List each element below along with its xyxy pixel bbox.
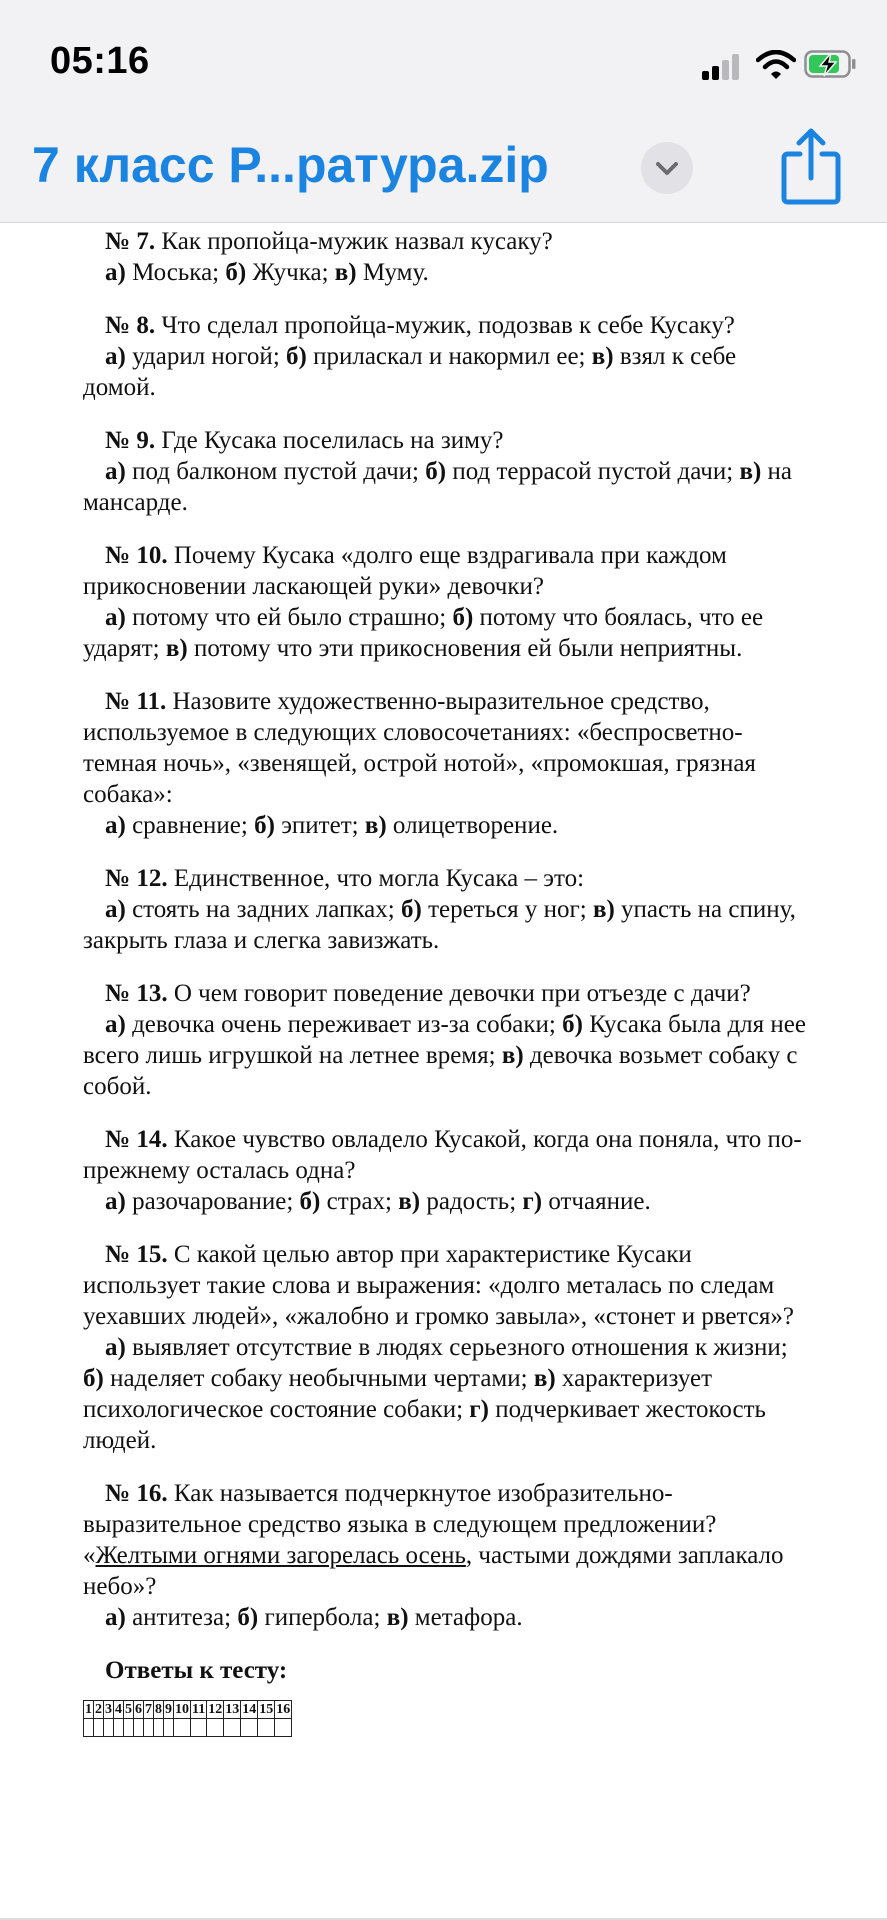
answer-column-label: 15: [259, 1702, 274, 1717]
question-text: Какое чувство овладело Кусакой, когда она поняла, что по-прежнему осталась одна?: [83, 1126, 802, 1184]
question-text: Где Кусака поселилась на зиму?: [155, 427, 504, 454]
option-text: гипербола;: [258, 1604, 387, 1631]
question-number: № 15.: [105, 1241, 168, 1268]
status-time: 05:16: [50, 40, 150, 82]
answers-header-row: [84, 1701, 292, 1719]
answer-column-label: 6: [135, 1702, 142, 1717]
question-number: № 7.: [105, 228, 156, 255]
answers-empty-row: [84, 1719, 292, 1737]
option-text: девочка возьмет собаку с собой.: [83, 1042, 798, 1100]
question-13: [83, 978, 813, 1102]
option-key: а): [105, 604, 126, 631]
answer-cell: [275, 1719, 292, 1737]
question-9: [83, 425, 813, 518]
question-8: [83, 310, 813, 403]
option-text: Кусака была для нее всего лишь игрушкой на летнее время;: [83, 1011, 806, 1069]
answer-cell: [104, 1719, 114, 1737]
answer-column-label: 2: [95, 1702, 102, 1717]
answer-column-label: 3: [105, 1702, 112, 1717]
answer-cell: [224, 1719, 241, 1737]
question-text: Единственное, что могла Кусака – это:: [167, 865, 585, 892]
option-key: а): [105, 259, 126, 286]
answer-column-label: 11: [192, 1702, 206, 1717]
answer-cell: [144, 1719, 154, 1737]
answer-column-label: 1: [85, 1702, 92, 1717]
answer-column-label: 8: [155, 1702, 162, 1717]
option-key: б): [452, 604, 474, 631]
option-key: г): [522, 1188, 543, 1215]
answer-column-label: 9: [165, 1702, 172, 1717]
battery-charging-icon: [804, 50, 856, 78]
question-number: № 13.: [105, 980, 168, 1007]
option-text: антитеза;: [125, 1604, 238, 1631]
question-16: [83, 1478, 813, 1633]
option-key: б): [562, 1011, 583, 1038]
option-text: страх;: [320, 1188, 399, 1215]
title-menu-button[interactable]: [641, 142, 693, 194]
answer-cell: [124, 1719, 134, 1737]
option-key: г): [469, 1396, 489, 1423]
option-text: Муму.: [356, 259, 429, 286]
option-text: потому что эти прикосновения ей были неприятны.: [187, 635, 743, 662]
option-key: в): [334, 259, 357, 286]
answer-column-label: 4: [115, 1702, 122, 1717]
option-text: радость;: [420, 1188, 523, 1215]
option-text: подчеркивает жестокость людей.: [83, 1396, 766, 1454]
option-text: взял к себе домой.: [83, 343, 737, 401]
question-number: № 8.: [105, 312, 156, 339]
option-key: а): [105, 896, 126, 923]
option-text: под балконом пустой дачи;: [125, 458, 426, 485]
option-key: а): [105, 812, 126, 839]
wifi-icon: [756, 50, 796, 80]
option-text: девочка очень переживает из-за собаки;: [125, 1011, 563, 1038]
answer-column-label: 12: [208, 1702, 223, 1717]
option-key: б): [400, 896, 422, 923]
question-text: О чем говорит поведение девочки при отъезде с дачи?: [167, 980, 751, 1007]
answer-column-label: 13: [225, 1702, 240, 1717]
option-key: а): [105, 1188, 126, 1215]
option-text: олицетворение.: [386, 812, 559, 839]
option-key: в): [165, 635, 188, 662]
question-text: Что сделал пропойца-мужик, подозвав к себе Кусаку?: [155, 312, 735, 339]
option-text: характеризует психологическое состояние собаки;: [83, 1365, 713, 1423]
option-key: в): [591, 343, 614, 370]
share-icon[interactable]: [780, 126, 842, 208]
question-number: № 16.: [105, 1480, 168, 1507]
option-text: ударил ногой;: [125, 343, 287, 370]
option-key: в): [739, 458, 762, 485]
question-number: № 11.: [105, 688, 167, 715]
question-text: Как называется подчеркнутое изобразительно-выразительное средство языка в следующем предложении? «: [83, 1480, 717, 1569]
option-key: в): [364, 812, 387, 839]
option-text: тереться у ног;: [421, 896, 593, 923]
option-text: разочарование;: [125, 1188, 300, 1215]
answer-cell: [191, 1719, 207, 1737]
option-key: б): [425, 458, 447, 485]
question-12: [83, 863, 813, 956]
question-number: № 9.: [105, 427, 156, 454]
question-11: [83, 686, 813, 841]
option-key: а): [105, 458, 126, 485]
option-text: отчаяние.: [542, 1188, 651, 1215]
chevron-down-icon: [641, 142, 693, 194]
option-key: б): [83, 1365, 104, 1392]
option-key: в): [501, 1042, 524, 1069]
option-text: под террасой пустой дачи;: [446, 458, 740, 485]
answers-table: [83, 1700, 292, 1737]
answer-cell: [258, 1719, 275, 1737]
option-text: Жучка;: [246, 259, 335, 286]
question-number: № 12.: [105, 865, 168, 892]
question-text: Почему Кусака «долго еще вздрагивала при каждом прикосновении ласкающей руки» девочки?: [83, 542, 727, 600]
option-text: метафора.: [408, 1604, 523, 1631]
answers-heading: Ответы к тесту:: [105, 1657, 288, 1684]
answer-column-label: 5: [125, 1702, 132, 1717]
option-text: Моська;: [125, 259, 226, 286]
option-key: в): [398, 1188, 421, 1215]
question-15: [83, 1239, 813, 1456]
answer-cell: [134, 1719, 144, 1737]
file-title[interactable]: 7 класс Р...ратура.zip: [32, 137, 549, 193]
cellular-signal-icon: [702, 52, 742, 80]
option-key: в): [592, 896, 615, 923]
answer-column-label: 7: [145, 1702, 152, 1717]
option-key: в): [386, 1604, 409, 1631]
option-key: а): [105, 343, 126, 370]
question-text: Как пропойца-мужик назвал кусаку?: [155, 228, 553, 255]
document-content: [83, 226, 813, 1737]
option-key: б): [225, 259, 247, 286]
option-text: наделяет собаку необычными чертами;: [103, 1365, 534, 1392]
underlined-phrase: Желтыми огнями загорелась осень: [95, 1542, 466, 1569]
option-key: б): [254, 812, 275, 839]
navigation-bar: [0, 110, 887, 223]
answer-cell: [154, 1719, 164, 1737]
question-number: № 14.: [105, 1126, 168, 1153]
question-14: [83, 1124, 813, 1217]
question-7: [83, 226, 813, 288]
option-key: в): [533, 1365, 556, 1392]
answer-column-label: 10: [175, 1702, 189, 1717]
status-bar: [0, 0, 887, 110]
option-text: упасть на спину, закрыть глаза и слегка завизжать.: [83, 896, 796, 954]
question-10: [83, 540, 813, 664]
option-text: потому что ей было страшно;: [125, 604, 453, 631]
option-key: а): [105, 1604, 126, 1631]
option-text: стоять на задних лапках;: [125, 896, 401, 923]
answer-column-label: 16: [276, 1702, 291, 1717]
option-key: б): [286, 343, 307, 370]
answer-cell: [94, 1719, 104, 1737]
question-text-after: , частыми дождями заплакало небо»?: [83, 1542, 784, 1600]
answer-cell: [164, 1719, 174, 1737]
option-text: сравнение;: [125, 812, 255, 839]
option-text: на мансарде.: [83, 458, 793, 516]
option-key: б): [299, 1188, 321, 1215]
answer-cell: [174, 1719, 191, 1737]
option-key: а): [105, 1334, 126, 1361]
option-text: потому что боялась, что ее ударят;: [83, 604, 764, 662]
answer-cell: [114, 1719, 124, 1737]
answer-column-label: 14: [242, 1702, 257, 1717]
question-number: № 10.: [105, 542, 168, 569]
option-key: а): [105, 1011, 126, 1038]
option-text: выявляет отсутствие в людях серьезного отношения к жизни;: [125, 1334, 788, 1361]
option-text: приласкал и накормил ее;: [306, 343, 592, 370]
answer-cell: [84, 1719, 94, 1737]
answer-cell: [241, 1719, 258, 1737]
answer-cell: [207, 1719, 224, 1737]
question-text: С какой целью автор при характеристике Кусаки использует такие слова и выражения: «долго металась по следам уехавших людей», «жалобно и громко завыла», «стонет и рвется»?: [83, 1241, 795, 1330]
option-key: б): [237, 1604, 259, 1631]
option-text: эпитет;: [274, 812, 365, 839]
question-text: Назовите художественно-выразительное средство, используемое в следующих словосочетаниях: «беспросветно-темная ночь», «звенящей, острой нотой», «промокшая, грязная собака»:: [83, 688, 756, 808]
